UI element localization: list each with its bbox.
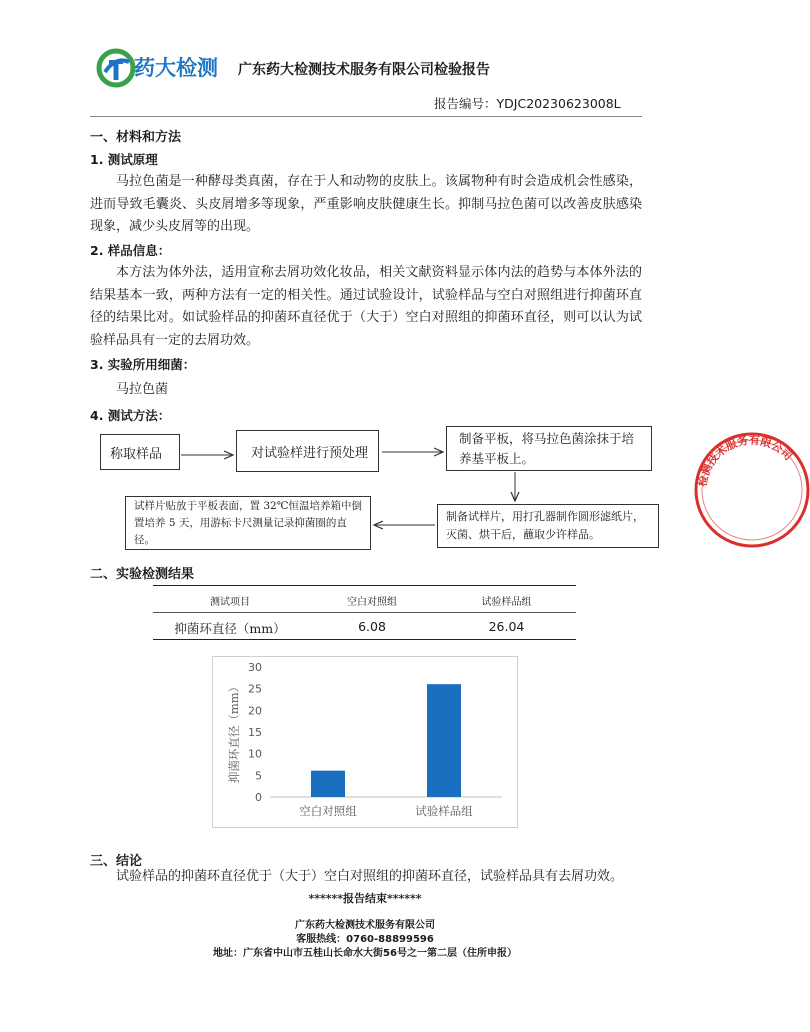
seal-text: 检测技术服务有限公司 [695, 433, 795, 488]
chart-bar [311, 771, 345, 797]
chart-x-tick-label: 试验样品组 [415, 804, 473, 818]
method-heading: 4. 测试方法： [90, 408, 171, 423]
table-top-rule [153, 585, 576, 586]
chart-y-tick-label: 25 [248, 682, 262, 696]
flow-step-weigh-sample-label: 称取样品 [110, 446, 163, 462]
strain-text: 马拉色菌 [116, 382, 169, 397]
table-cell-blank-value: 6.08 [358, 619, 386, 634]
table-bottom-rule [153, 639, 576, 640]
company-seal [690, 428, 795, 552]
report-number-value: YDJC20230623008L [496, 96, 621, 111]
footer-hotline: 客服热线：0760-88899596 [296, 934, 434, 945]
report-header-title: 广东药大检测技术服务有限公司检验报告 [238, 62, 490, 78]
table-mid-rule [153, 612, 576, 613]
footer-address: 地址：广东省中山市五桂山长命水大街56号之一第二层（住所申报） [213, 948, 517, 959]
table-header-item: 测试项目 [210, 597, 250, 608]
logo-text: 药大检测 [134, 56, 218, 80]
chart-x-tick-label: 空白对照组 [299, 804, 357, 818]
flow-step-prepare-plate-label: 制备平板，将马拉色菌涂抹于培养基平板上。 [459, 430, 635, 466]
flow-step-pretreat-label: 对试验样进行预处理 [251, 445, 369, 461]
report-number-label: 报告编号： [434, 96, 497, 111]
table-header-sample: 试验样品组 [481, 597, 532, 608]
chart-y-tick-label: 20 [248, 704, 262, 718]
table-row [153, 619, 576, 637]
table-header-blank: 空白对照组 [347, 597, 397, 608]
chart-y-tick-label: 0 [255, 791, 262, 804]
chart-y-tick-label: 10 [248, 747, 262, 761]
chart-y-axis-label: 抑菌环直径（mm） [227, 680, 241, 784]
flow-step-incubate-measure-label: 试样片贴放于平板表面，置 32℃恒温培养箱中倒置培养 5 天，用游标卡尺测量记录抑菌圈的直径。 [134, 499, 362, 546]
chart-y-tick-label: 30 [248, 661, 262, 674]
principle-text: 马拉色菌是一种酵母类真菌，存在于人和动物的皮肤上。该属物种有时会造成机会性感染，进而导致毛囊炎、头皮屑增多等现象，严重影响皮肤健康生长。抑制马拉色菌可以改善皮肤感染现象，减少头皮屑等的出现。 [90, 174, 642, 234]
chart-bar [427, 684, 461, 797]
flow-step-prepare-disc-label: 制备试样片，用打孔器制作圆形滤纸片，灭菌、烘干后，蘸取少许样品。 [446, 510, 644, 541]
principle-heading: 1. 测试原理 [90, 152, 158, 167]
section-conclusion-heading: 三、结论 [90, 854, 143, 869]
table-cell-sample-value: 26.04 [488, 619, 525, 634]
seal-graphic [690, 428, 810, 552]
table-header-row [153, 593, 576, 608]
table-cell-item: 抑菌环直径（mm） [174, 621, 286, 636]
chart-y-tick-label: 5 [255, 769, 262, 783]
sample-info-text: 本方法为体外法，适用宣称去屑功效化妆品，相关文献资料显示体内法的趋势与本体外法的结果基本一致，两种方法有一定的相关性。通过试验设计，试验样品与空白对照组进行抑菌环直径的结果比对。如试验样品的抑菌环直径优于（大于）空白对照组的抑菌环直径，则可以认为试验样品具有一定的去屑功效。 [90, 265, 642, 348]
section-results-heading: 二、实验检测结果 [90, 567, 195, 582]
sample-info-heading: 2. 样品信息： [90, 243, 171, 258]
section-materials-heading: 一、材料和方法 [90, 130, 182, 145]
conclusion-text: 试验样品的抑菌环直径优于（大于）空白对照组的抑菌环直径，试验样品具有去屑功效。 [116, 869, 624, 884]
footer-company: 广东药大检测技术服务有限公司 [295, 920, 435, 931]
strain-heading: 3. 实验所用细菌： [90, 357, 196, 372]
report-end-marker: ******报告结束****** [308, 892, 422, 905]
bar-chart [212, 656, 518, 828]
chart-y-tick-label: 15 [248, 726, 262, 739]
